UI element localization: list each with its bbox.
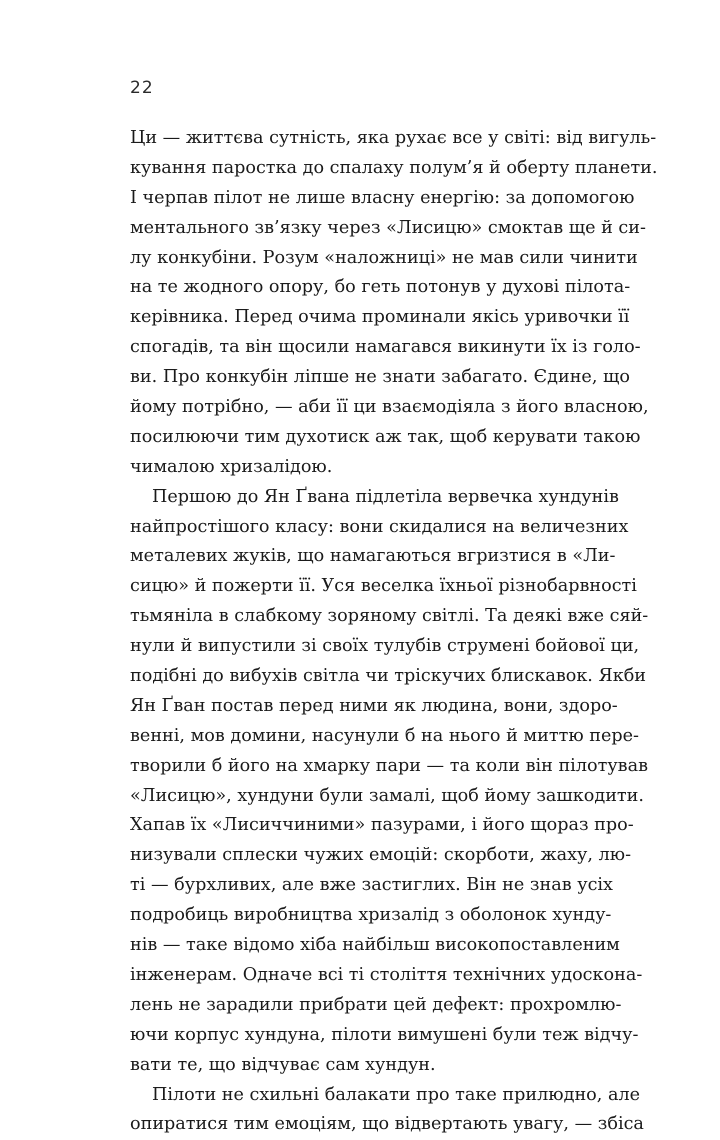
text-line: йому потрібно, — аби її ци взаємодіяла з його власною, [130, 397, 649, 418]
text-line: нули й випустили зі своїх тулубів струмені бойової ци, [130, 636, 640, 657]
body-text [130, 124, 658, 1140]
text-line: кування паростка до спалаху полум’я й оберту планети. [130, 157, 658, 178]
page-number: 22 [130, 78, 154, 98]
text-line: інженерам. Одначе всі ті століття технічних удоскона- [130, 964, 643, 985]
text-line: керівника. Перед очима проминали якісь уривочки її [130, 307, 630, 328]
text-line: І черпав пілот не лише власну енергію: за допомогою [130, 187, 635, 208]
text-line: лень не зарадили прибрати цей дефект: прохромлю- [130, 994, 622, 1015]
text-line: тьмяніла в слабкому зоряному світлі. Та деякі вже сяй- [130, 606, 649, 627]
text-line: низували сплески чужих емоцій: скорботи, жаху, лю- [130, 845, 632, 866]
text-line: сицю» й пожерти її. Уся веселка їхньої різнобарвності [130, 576, 637, 597]
text-line: чималою хризалідою. [130, 456, 333, 477]
text-line: металевих жуків, що намагаються вгризтися в «Ли- [130, 546, 616, 567]
text-line: ючи корпус хундуна, пілоти вимушені були теж відчу- [130, 1024, 639, 1045]
text-line: Ци — життєва сутність, яка рухає все у світі: від вигуль- [130, 128, 657, 148]
text-line: Першою до Ян Ґвана підлетіла вервечка хундунів [152, 486, 619, 507]
text-line: венні, мов домини, насунули б на нього й миттю пере- [130, 725, 639, 746]
text-line: Пілоти не схильні балакати про таке прилюдно, але [152, 1084, 641, 1105]
text-line: Ян Ґван постав перед ними як людина, вони, здоро- [130, 695, 618, 716]
text-line: вати те, що відчуває сам хундун. [130, 1054, 436, 1075]
text-line: подібні до вибухів світла чи тріскучих блискавок. Якби [130, 666, 647, 687]
text-line: найпростішого класу: вони скидалися на величезних [130, 516, 629, 537]
text-line: лу конкубіни. Розум «наложниці» не мав сили чинити [130, 247, 638, 268]
text-line: ви. Про конкубін ліпше не знати забагато. Єдине, що [130, 367, 630, 388]
text-line: на те жодного опору, бо геть потонув у духові пілота- [130, 277, 631, 298]
text-line: посилюючи тим духотиск аж так, щоб керувати такою [130, 426, 641, 447]
text-line: ті — бурхливих, але вже застиглих. Він не знав усіх [130, 875, 613, 896]
text-line: ментального зв’язку через «Лисицю» смоктав ще й си- [130, 217, 646, 238]
text-line: Хапав їх «Лисиччиними» пазурами, і його щораз про- [130, 815, 634, 836]
text-line: нів — таке відомо хіба найбільш високопоставленим [130, 935, 620, 956]
text-line: опиратися тим емоціям, що відвертають увагу, — збіса [130, 1114, 644, 1135]
text-line: «Лисицю», хундуни були замалі, щоб йому зашкодити. [130, 785, 644, 806]
text-line: подробиць виробництва хризалід з оболонок хунду- [130, 905, 612, 926]
text-line: спогадів, та він щосили намагався викинути їх із голо- [130, 337, 641, 358]
text-line: творили б його на хмарку пари — та коли він пілотував [130, 755, 648, 776]
